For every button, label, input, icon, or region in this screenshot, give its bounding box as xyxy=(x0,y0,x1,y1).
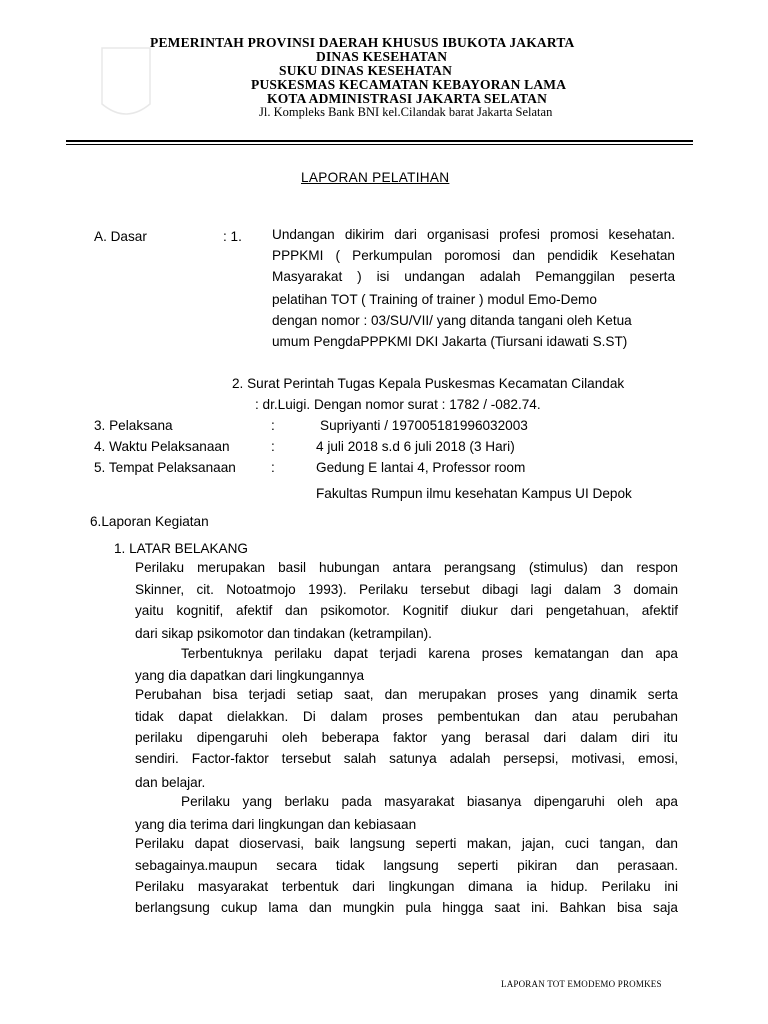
body-line: Perilaku dapat dioservasi, baik langsung seperti makan, jajan, cuci tangan, dan xyxy=(135,836,678,851)
body-line: Perilaku yang berlaku pada masyarakat biasanya dipengaruhi oleh apa xyxy=(181,794,678,809)
dasar-item1-line: pelatihan TOT ( Training of trainer ) modul Emo-Demo xyxy=(272,292,597,307)
body-line: Terbentuknya perilaku dapat terjadi karena proses kematangan dan apa xyxy=(181,646,678,661)
field-value: 4 juli 2018 s.d 6 juli 2018 (3 Hari) xyxy=(316,439,515,454)
field-label: 5. Tempat Pelaksanaan xyxy=(94,460,236,475)
body-line: tidak dapat dielakkan. Di dalam proses pembentukan dan atau perubahan xyxy=(135,709,678,724)
page-footer: LAPORAN TOT EMODEMO PROMKES xyxy=(501,979,662,989)
dasar-item1-line: umum PengdaPPPKMI DKI Jakarta (Tiursani idawati S.ST) xyxy=(272,334,628,349)
field-label: 3. Pelaksana xyxy=(94,418,173,433)
letterhead-address: Jl. Kompleks Bank BNI kel.Cilandak barat Jakarta Selatan xyxy=(259,105,553,119)
body-line: yaitu kognitif, afektif dan psikomotor. Kognitif diukur dari pengetahuan, afektif xyxy=(135,603,678,618)
dasar-item1-line: Masyarakat ) isi undangan adalah Pemanggilan peserta xyxy=(272,269,675,284)
field-colon: : xyxy=(271,418,275,433)
body-line: Perilaku merupakan basil hubungan antara perangsang (stimulus) dan respon xyxy=(135,560,678,575)
dasar-colon-number: : 1. xyxy=(223,229,242,244)
letterhead-line1: PEMERINTAH PROVINSI DAERAH KHUSUS IBUKOTA JAKARTA xyxy=(150,35,575,50)
body-line: dan belajar. xyxy=(135,775,206,790)
body-line: yang dia dapatkan dari lingkungannya xyxy=(135,668,365,683)
body-line: sebagainya.maupun secara tidak langsung seperti pikiran dan perasaan. xyxy=(135,858,678,873)
letterhead-line3: SUKU DINAS KESEHATAN xyxy=(279,63,453,78)
body-line: berlangsung cukup lama dan mungkin pula hingga saat ini. Bahkan bisa saja xyxy=(135,900,678,915)
dasar-item1-line: PPPKMI ( Perkumpulan poromosi dan pendidik Kesehatan xyxy=(272,248,675,263)
field-colon: : xyxy=(271,439,275,454)
body-line: dari sikap psikomotor dan tindakan (ketrampilan). xyxy=(135,626,432,641)
dasar-item2-line1: 2. Surat Perintah Tugas Kepala Puskesmas Kecamatan Cilandak xyxy=(232,376,625,391)
letterhead-line4: PUSKESMAS KECAMATAN KEBAYORAN LAMA xyxy=(251,77,567,92)
field-label: 4. Waktu Pelaksanaan xyxy=(94,439,230,454)
laporan-heading: 6.Laporan Kegiatan xyxy=(90,514,209,529)
dasar-item1-line: Undangan dikirim dari organisasi profesi promosi kesehatan. xyxy=(272,227,675,242)
body-line: sendiri. Factor-faktor tersebut salah satunya adalah persepsi, motivasi, emosi, xyxy=(135,751,678,766)
jakarta-emblem-icon xyxy=(98,44,154,126)
body-line: Skinner, cit. Notoatmojo 1993). Perilaku tersebut dibagi lagi dalam 3 domain xyxy=(135,582,678,597)
dasar-item1-line: dengan nomor : 03/SU/VII/ yang ditanda tangani oleh Ketua xyxy=(272,313,632,328)
dasar-item2-line2: : dr.Luigi. Dengan nomor surat : 1782 / -082.74. xyxy=(255,397,541,412)
field-colon: : xyxy=(271,460,275,475)
body-line: Perilaku masyarakat terbentuk dari lingkungan dimana ia hidup. Perilaku ini xyxy=(135,879,678,894)
tempat-line2: Fakultas Rumpun ilmu kesehatan Kampus UI Depok xyxy=(316,486,632,501)
letterhead-line2: DINAS KESEHATAN xyxy=(316,49,448,64)
letterhead-rule-thick xyxy=(66,140,693,142)
body-line: Perubahan bisa terjadi setiap saat, dan merupakan proses yang dinamik serta xyxy=(135,687,678,702)
field-value: Supriyanti / 197005181996032003 xyxy=(320,418,528,433)
letterhead-line5: KOTA ADMINISTRASI JAKARTA SELATAN xyxy=(267,91,548,106)
body-line: perilaku dipengaruhi oleh beberapa faktor yang berasal dari dalam diri itu xyxy=(135,730,678,745)
field-value: Gedung E lantai 4, Professor room xyxy=(316,460,526,475)
body-line: yang dia terima dari lingkungan dan kebiasaan xyxy=(135,817,417,832)
letterhead-rule-thin xyxy=(66,144,693,145)
page-title: LAPORAN PELATIHAN xyxy=(301,170,450,185)
dasar-label: A. Dasar xyxy=(94,229,147,244)
latar-heading: 1. LATAR BELAKANG xyxy=(114,541,248,556)
